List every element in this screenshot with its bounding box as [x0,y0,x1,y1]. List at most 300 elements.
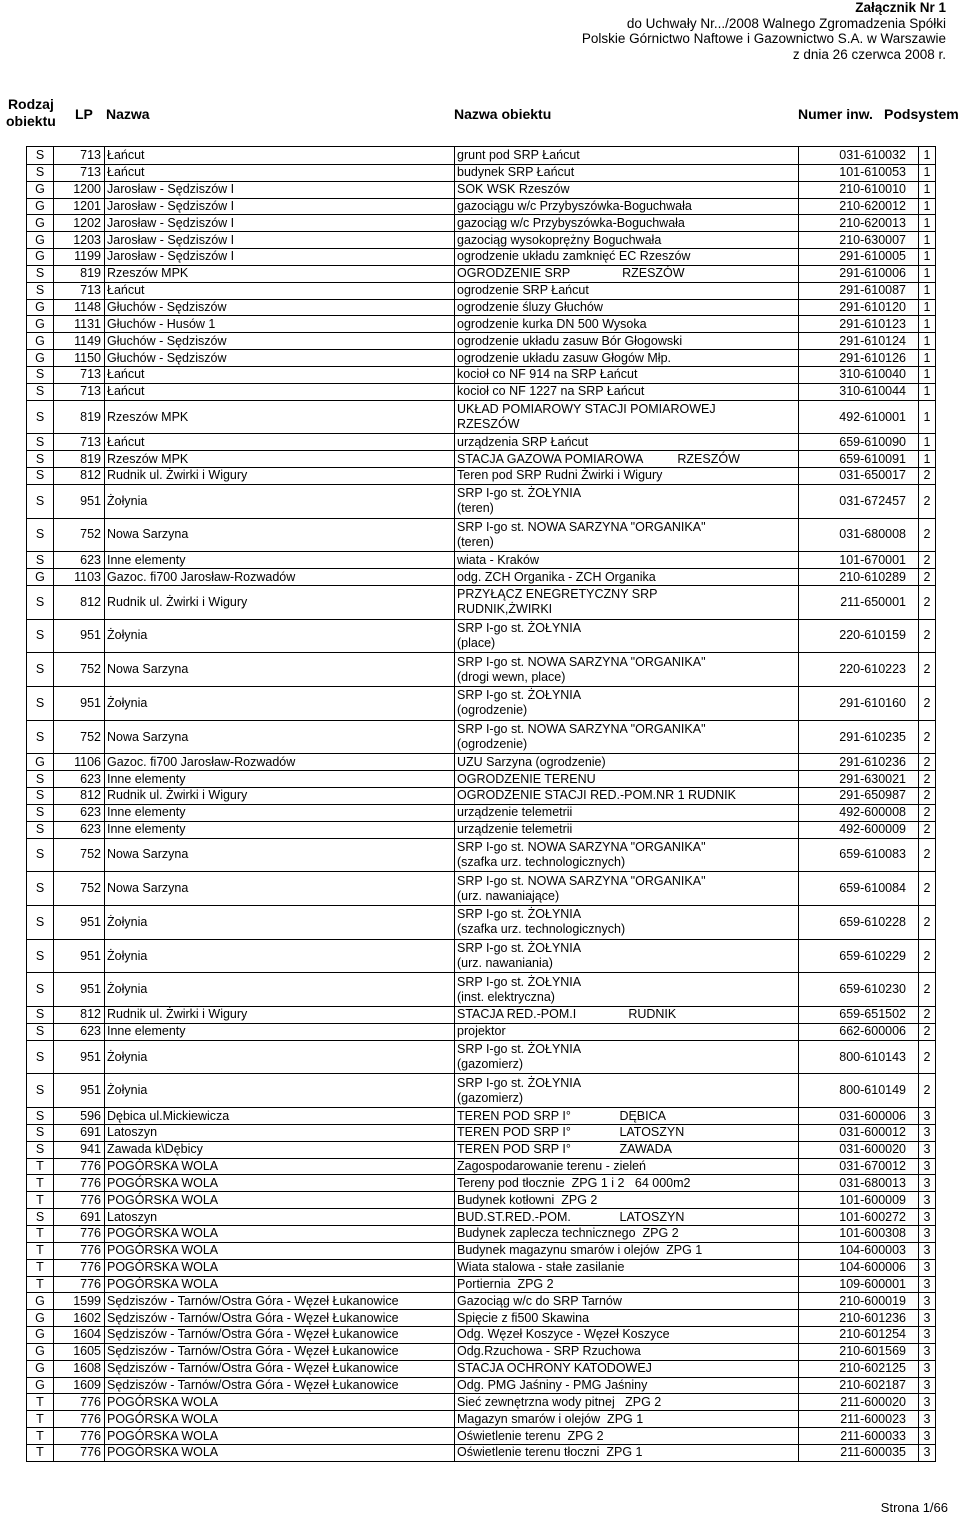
cell-podsystem: 1 [918,332,936,349]
cell-numer: 031-610032 [798,147,918,164]
column-headers [0,92,960,136]
cell-numer: 101-670001 [798,551,918,568]
cell-numer: 220-610159 [798,619,918,653]
cell-podsystem: 1 [918,349,936,366]
cell-podsystem: 3 [918,1191,936,1208]
cell-numer: 031-600006 [798,1107,918,1124]
cell-rodzaj: S [26,871,53,905]
cell-rodzaj: T [26,1427,53,1444]
table-row [26,1326,936,1343]
cell-nazwa: Nowa Sarzyna [104,518,454,552]
cell-numer: 031-680013 [798,1174,918,1191]
cell-numer: 211-650001 [798,585,918,619]
cell-podsystem: 3 [918,1393,936,1410]
cell-nazwa-obiektu: Spięcie z fi500 Skawina [454,1309,798,1326]
cell-rodzaj: G [26,299,53,316]
table-row [26,1360,936,1377]
table-row [26,164,936,181]
cell-rodzaj: G [26,568,53,585]
table-row [26,518,936,552]
cell-rodzaj: S [26,450,53,467]
cell-rodzaj: S [26,1141,53,1158]
cell-nazwa-obiektu: SRP I-go st. NOWA SARZYNA "ORGANIKA" (urz. nawaniające) [454,871,798,905]
cell-nazwa-obiektu: SRP I-go st. NOWA SARZYNA "ORGANIKA" (ogrodzenie) [454,720,798,754]
cell-podsystem: 2 [918,770,936,787]
cell-nazwa-obiektu: OGRODZENIE STACJI RED.-POM.NR 1 RUDNIK [454,787,798,804]
cell-numer: 031-680008 [798,518,918,552]
table-row [26,1427,936,1444]
cell-lp: 1149 [53,332,104,349]
cell-numer: 109-600001 [798,1276,918,1293]
cell-lp: 819 [53,400,104,434]
cell-rodzaj: T [26,1158,53,1175]
page-number: Strona 1/66 [880,1500,948,1515]
cell-podsystem: 1 [918,248,936,265]
table-row [26,585,936,619]
cell-lp: 713 [53,147,104,164]
cell-nazwa: Żołynia [104,484,454,518]
table-row [26,214,936,231]
cell-numer: 104-600006 [798,1259,918,1276]
cell-nazwa: Inne elementy [104,551,454,568]
table-row [26,383,936,400]
cell-nazwa-obiektu: gazociąg w/c Przybyszówka-Boguchwała [454,214,798,231]
cell-nazwa-obiektu: STACJA OCHRONY KATODOWEJ [454,1360,798,1377]
col-rodzaj [6,96,56,130]
cell-nazwa: Sędziszów - Tarnów/Ostra Góra - Węzeł Łukanowice [104,1343,454,1360]
cell-nazwa-obiektu: ogrodzenie kurka DN 500 Wysoka [454,315,798,332]
table-row [26,619,936,653]
col-numer: Numer inw. [798,106,873,122]
cell-rodzaj: S [26,804,53,821]
cell-lp: 819 [53,265,104,282]
cell-nazwa-obiektu: gazociągu w/c Przybyszówka-Boguchwała [454,198,798,215]
cell-nazwa: Dębica ul.Mickiewicza [104,1107,454,1124]
cell-rodzaj: T [26,1393,53,1410]
table-row [26,1107,936,1124]
cell-numer: 210-600019 [798,1292,918,1309]
cell-numer: 101-600272 [798,1208,918,1225]
table-row [26,1073,936,1107]
cell-nazwa-obiektu: OGRODZENIE TERENU [454,770,798,787]
cell-lp: 623 [53,804,104,821]
col-podsystem: Podsystem [884,106,959,122]
cell-nazwa: Gazoc. fi700 Jarosław-Rozwadów [104,753,454,770]
cell-rodzaj: S [26,265,53,282]
cell-nazwa: Żołynia [104,972,454,1006]
cell-podsystem: 3 [918,1326,936,1343]
cell-numer: 031-600012 [798,1124,918,1141]
cell-numer: 210-601569 [798,1343,918,1360]
cell-podsystem: 1 [918,214,936,231]
cell-nazwa-obiektu: TEREN POD SRP I° LATOSZYN [454,1124,798,1141]
cell-nazwa: Zawada k\Dębicy [104,1141,454,1158]
cell-nazwa-obiektu: BUD.ST.RED.-POM. LATOSZYN [454,1208,798,1225]
cell-lp: 812 [53,585,104,619]
cell-nazwa: POGÓRSKA WOLA [104,1259,454,1276]
cell-podsystem: 2 [918,939,936,973]
cell-lp: 1200 [53,181,104,198]
table-row [26,905,936,939]
table-row [26,400,936,434]
cell-lp: 1202 [53,214,104,231]
cell-podsystem: 2 [918,720,936,754]
cell-nazwa: Nowa Sarzyna [104,720,454,754]
cell-podsystem: 3 [918,1174,936,1191]
cell-rodzaj: S [26,1124,53,1141]
cell-nazwa: Jarosław - Sędziszów I [104,248,454,265]
cell-numer: 291-610120 [798,299,918,316]
cell-rodzaj: S [26,282,53,299]
col-rodzaj-line1: Rodzaj [7,96,54,112]
cell-nazwa-obiektu: UKŁAD POMIAROWY STACJI POMIAROWEJ RZESZÓW [454,400,798,434]
cell-rodzaj: T [26,1444,53,1461]
cell-podsystem: 3 [918,1360,936,1377]
cell-numer: 211-600020 [798,1393,918,1410]
cell-lp: 752 [53,518,104,552]
cell-podsystem: 1 [918,433,936,450]
table-row [26,265,936,282]
cell-nazwa: Rzeszów MPK [104,400,454,434]
cell-podsystem: 2 [918,905,936,939]
cell-nazwa: Głuchów - Sędziszów [104,349,454,366]
table-row [26,231,936,248]
cell-nazwa-obiektu: Odg. PMG Jaśniny - PMG Jaśniny [454,1377,798,1394]
cell-nazwa: Sędziszów - Tarnów/Ostra Góra - Węzeł Łukanowice [104,1309,454,1326]
table-row [26,1276,936,1293]
cell-podsystem: 3 [918,1259,936,1276]
cell-podsystem: 3 [918,1242,936,1259]
cell-lp: 951 [53,686,104,720]
cell-podsystem: 3 [918,1292,936,1309]
cell-podsystem: 2 [918,1073,936,1107]
table-row [26,1444,936,1461]
table-row [26,686,936,720]
cell-nazwa-obiektu: urządzenie telemetrii [454,821,798,838]
cell-numer: 211-600035 [798,1444,918,1461]
cell-rodzaj: T [26,1276,53,1293]
table-row [26,450,936,467]
table-row [26,787,936,804]
cell-nazwa-obiektu: PRZYŁĄCZ ENEGRETYCZNY SRP RUDNIK,ŻWIRKI [454,585,798,619]
cell-podsystem: 2 [918,484,936,518]
cell-podsystem: 2 [918,551,936,568]
cell-podsystem: 2 [918,972,936,1006]
cell-lp: 1199 [53,248,104,265]
table-row [26,770,936,787]
table-row [26,147,936,164]
cell-lp: 623 [53,821,104,838]
cell-nazwa: Głuchów - Sędziszów [104,332,454,349]
cell-nazwa-obiektu: Budynek zaplecza technicznego ZPG 2 [454,1225,798,1242]
cell-nazwa-obiektu: wiata - Kraków [454,551,798,568]
cell-rodzaj: T [26,1242,53,1259]
cell-nazwa: POGÓRSKA WOLA [104,1444,454,1461]
cell-podsystem: 3 [918,1309,936,1326]
cell-podsystem: 3 [918,1444,936,1461]
cell-podsystem: 2 [918,787,936,804]
cell-nazwa-obiektu: Tereny pod tłocznie ZPG 1 i 2 64 000m2 [454,1174,798,1191]
cell-rodzaj: T [26,1225,53,1242]
cell-lp: 691 [53,1208,104,1225]
cell-nazwa: Rzeszów MPK [104,450,454,467]
cell-lp: 951 [53,1040,104,1074]
cell-rodzaj: G [26,198,53,215]
table-row [26,939,936,973]
cell-lp: 713 [53,366,104,383]
cell-nazwa: Jarosław - Sędziszów I [104,231,454,248]
cell-numer: 291-610236 [798,753,918,770]
cell-podsystem: 1 [918,315,936,332]
cell-rodzaj: S [26,821,53,838]
cell-rodzaj: G [26,1326,53,1343]
cell-lp: 776 [53,1259,104,1276]
cell-podsystem: 2 [918,585,936,619]
cell-lp: 691 [53,1124,104,1141]
cell-podsystem: 2 [918,753,936,770]
cell-rodzaj: S [26,619,53,653]
cell-nazwa: Nowa Sarzyna [104,871,454,905]
table-row [26,1377,936,1394]
cell-nazwa-obiektu: Oświetlenie terenu ZPG 2 [454,1427,798,1444]
cell-rodzaj: S [26,147,53,164]
cell-nazwa: Żołynia [104,686,454,720]
cell-nazwa: POGÓRSKA WOLA [104,1158,454,1175]
cell-nazwa: Latoszyn [104,1124,454,1141]
cell-podsystem: 1 [918,383,936,400]
cell-rodzaj: T [26,1191,53,1208]
cell-nazwa-obiektu: urządzenie telemetrii [454,804,798,821]
cell-podsystem: 3 [918,1276,936,1293]
cell-nazwa-obiektu: Budynek kotłowni ZPG 2 [454,1191,798,1208]
table-row [26,1343,936,1360]
cell-nazwa-obiektu: SRP I-go st. ŻOŁYNIA (urz. nawaniania) [454,939,798,973]
cell-lp: 776 [53,1276,104,1293]
cell-nazwa-obiektu: projektor [454,1023,798,1040]
cell-numer: 800-610143 [798,1040,918,1074]
cell-numer: 492-610001 [798,400,918,434]
cell-nazwa-obiektu: SRP I-go st. NOWA SARZYNA "ORGANIKA" (szafka urz. technologicznych) [454,838,798,872]
table-row [26,1309,936,1326]
cell-nazwa: Nowa Sarzyna [104,652,454,686]
cell-rodzaj: S [26,1040,53,1074]
cell-numer: 031-672457 [798,484,918,518]
table-row [26,652,936,686]
col-nazwa: Nazwa [106,106,150,122]
cell-numer: 659-610091 [798,450,918,467]
cell-nazwa-obiektu: ogrodzenie układu zamknięć EC Rzeszów [454,248,798,265]
cell-podsystem: 2 [918,652,936,686]
cell-numer: 101-610053 [798,164,918,181]
cell-numer: 220-610223 [798,652,918,686]
cell-lp: 1609 [53,1377,104,1394]
cell-numer: 031-650017 [798,467,918,484]
cell-lp: 623 [53,1023,104,1040]
cell-rodzaj: G [26,1360,53,1377]
cell-nazwa: Żołynia [104,1073,454,1107]
cell-numer: 210-602125 [798,1360,918,1377]
cell-numer: 210-620013 [798,214,918,231]
cell-rodzaj: G [26,332,53,349]
cell-lp: 752 [53,838,104,872]
cell-rodzaj: S [26,551,53,568]
cell-rodzaj: S [26,585,53,619]
table-row [26,1225,936,1242]
cell-nazwa: Sędziszów - Tarnów/Ostra Góra - Węzeł Łukanowice [104,1360,454,1377]
table-row [26,972,936,1006]
cell-rodzaj: S [26,366,53,383]
cell-podsystem: 2 [918,838,936,872]
cell-numer: 800-610149 [798,1073,918,1107]
cell-numer: 291-610160 [798,686,918,720]
cell-lp: 776 [53,1242,104,1259]
cell-numer: 659-610084 [798,871,918,905]
cell-nazwa-obiektu: Wiata stalowa - stałe zasilanie [454,1259,798,1276]
cell-podsystem: 3 [918,1410,936,1427]
cell-podsystem: 1 [918,450,936,467]
col-rodzaj-line2: obiektu [6,113,56,129]
cell-nazwa-obiektu: budynek SRP Łańcut [454,164,798,181]
company-line: Polskie Górnictwo Naftowe i Gazownictwo S.A. w Warszawie [581,31,946,47]
cell-numer: 210-602187 [798,1377,918,1394]
cell-lp: 812 [53,467,104,484]
cell-lp: 819 [53,450,104,467]
cell-numer: 031-670012 [798,1158,918,1175]
cell-nazwa: Sędziszów - Tarnów/Ostra Góra - Węzeł Łukanowice [104,1292,454,1309]
cell-lp: 752 [53,720,104,754]
cell-nazwa-obiektu: gazociąg wysokoprężny Boguchwała [454,231,798,248]
cell-nazwa-obiektu: Teren pod SRP Rudni Żwirki i Wigury [454,467,798,484]
cell-rodzaj: G [26,349,53,366]
cell-nazwa: Żołynia [104,619,454,653]
cell-nazwa-obiektu: urządzenia SRP Łańcut [454,433,798,450]
cell-lp: 1150 [53,349,104,366]
cell-nazwa: Głuchów - Sędziszów [104,299,454,316]
cell-nazwa: POGÓRSKA WOLA [104,1427,454,1444]
cell-podsystem: 1 [918,400,936,434]
cell-nazwa: Gazoc. fi700 Jarosław-Rozwadów [104,568,454,585]
cell-lp: 1599 [53,1292,104,1309]
cell-nazwa-obiektu: SRP I-go st. NOWA SARZYNA "ORGANIKA" (teren) [454,518,798,552]
table-row [26,181,936,198]
cell-nazwa: Jarosław - Sędziszów I [104,214,454,231]
col-lp: LP [75,106,93,122]
cell-lp: 1131 [53,315,104,332]
cell-numer: 210-601254 [798,1326,918,1343]
cell-numer: 291-610005 [798,248,918,265]
cell-nazwa-obiektu: Budynek magazynu smarów i olejów ZPG 1 [454,1242,798,1259]
cell-numer: 104-600003 [798,1242,918,1259]
cell-rodzaj: S [26,164,53,181]
table-row [26,1191,936,1208]
cell-podsystem: 2 [918,871,936,905]
cell-nazwa-obiektu: ogrodzenie SRP Łańcut [454,282,798,299]
cell-rodzaj: G [26,248,53,265]
cell-podsystem: 1 [918,181,936,198]
cell-numer: 291-610123 [798,315,918,332]
table-row [26,1410,936,1427]
cell-lp: 776 [53,1174,104,1191]
cell-lp: 713 [53,383,104,400]
cell-lp: 776 [53,1191,104,1208]
cell-numer: 210-610010 [798,181,918,198]
cell-nazwa: Głuchów - Husów 1 [104,315,454,332]
cell-nazwa: Inne elementy [104,770,454,787]
cell-rodzaj: S [26,972,53,1006]
cell-numer: 659-610229 [798,939,918,973]
cell-numer: 031-600020 [798,1141,918,1158]
cell-numer: 211-600023 [798,1410,918,1427]
cell-nazwa: Żołynia [104,1040,454,1074]
cell-numer: 659-610083 [798,838,918,872]
cell-podsystem: 2 [918,1006,936,1023]
cell-podsystem: 2 [918,619,936,653]
cell-podsystem: 2 [918,518,936,552]
cell-nazwa: POGÓRSKA WOLA [104,1276,454,1293]
cell-rodzaj: S [26,905,53,939]
attachment-title: Załącznik Nr 1 [855,0,946,15]
cell-lp: 1203 [53,231,104,248]
cell-nazwa-obiektu: Odg. Węzeł Koszyce - Węzeł Koszyce [454,1326,798,1343]
attachment-header [582,0,946,62]
table-row [26,467,936,484]
cell-nazwa-obiektu: Zagospodarowanie terenu - zieleń [454,1158,798,1175]
cell-nazwa: Inne elementy [104,1023,454,1040]
cell-rodzaj: G [26,1377,53,1394]
cell-numer: 101-600009 [798,1191,918,1208]
cell-podsystem: 1 [918,147,936,164]
cell-numer: 659-610228 [798,905,918,939]
cell-lp: 713 [53,164,104,181]
cell-podsystem: 1 [918,198,936,215]
cell-lp: 776 [53,1410,104,1427]
cell-nazwa: Nowa Sarzyna [104,838,454,872]
cell-rodzaj: S [26,1006,53,1023]
cell-lp: 1608 [53,1360,104,1377]
cell-numer: 659-610230 [798,972,918,1006]
cell-lp: 623 [53,770,104,787]
cell-numer: 210-630007 [798,231,918,248]
cell-podsystem: 3 [918,1107,936,1124]
table-row [26,1023,936,1040]
cell-podsystem: 3 [918,1225,936,1242]
cell-numer: 210-610289 [798,568,918,585]
cell-lp: 776 [53,1444,104,1461]
cell-nazwa-obiektu: SRP I-go st. ŻOŁYNIA (ogrodzenie) [454,686,798,720]
cell-podsystem: 2 [918,467,936,484]
cell-rodzaj: S [26,1023,53,1040]
cell-nazwa: POGÓRSKA WOLA [104,1225,454,1242]
cell-nazwa: Łańcut [104,164,454,181]
cell-rodzaj: S [26,518,53,552]
cell-numer: 291-630021 [798,770,918,787]
cell-lp: 776 [53,1158,104,1175]
cell-nazwa: Inne elementy [104,804,454,821]
cell-nazwa-obiektu: grunt pod SRP Łańcut [454,147,798,164]
cell-podsystem: 2 [918,568,936,585]
table-row [26,198,936,215]
cell-nazwa: POGÓRSKA WOLA [104,1191,454,1208]
cell-lp: 1103 [53,568,104,585]
cell-nazwa: Sędziszów - Tarnów/Ostra Góra - Węzeł Łukanowice [104,1326,454,1343]
cell-lp: 713 [53,433,104,450]
table-row [26,568,936,585]
cell-lp: 951 [53,484,104,518]
cell-rodzaj: S [26,939,53,973]
cell-numer: 492-600009 [798,821,918,838]
cell-lp: 1148 [53,299,104,316]
cell-podsystem: 2 [918,686,936,720]
